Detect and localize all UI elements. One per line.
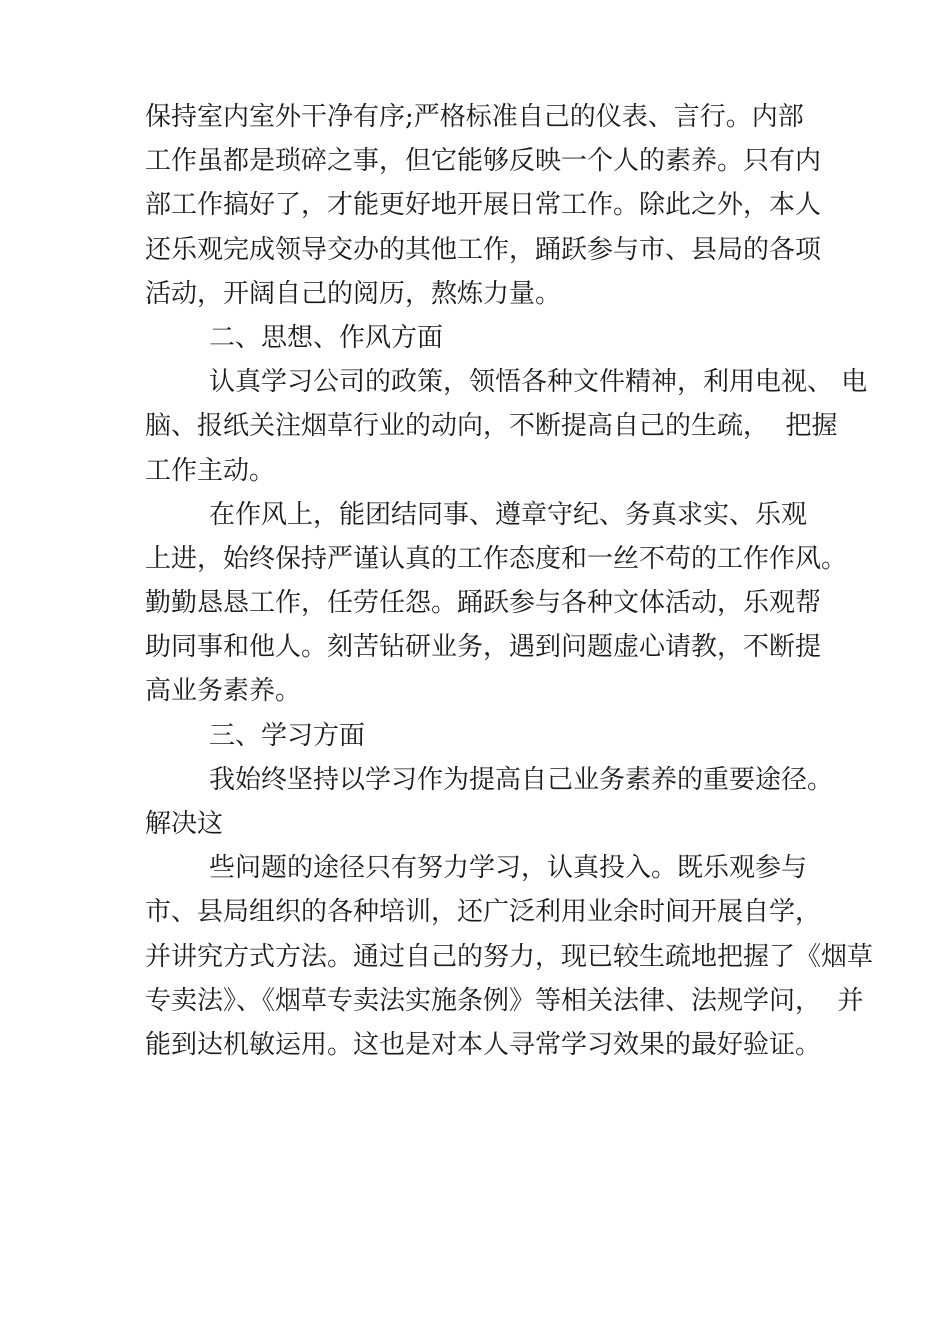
text-line: 高业务素养。 [145, 676, 302, 707]
text-line: 部工作搞好了，才能更好地开展日常工作。除此之外，本人 [145, 190, 822, 221]
text-line: 专卖法》、《烟草专卖法实施条例》等相关法律、法规学问， 并 [145, 985, 864, 1016]
document-body [145, 95, 874, 1067]
text-line: 在作风上，能团结同事、遵章守纪、务真求实、乐观 [209, 499, 808, 530]
section-heading: 二、思想、作风方面 [209, 322, 444, 353]
text-line: 能到达机敏运用。这也是对本人寻常学习效果的最好验证。 [145, 1029, 822, 1060]
text-line: 助同事和他人。刻苦钻研业务，遇到问题虚心请教，不断提 [145, 632, 822, 663]
text-line: 认真学习公司的政策，领悟各种文件精神，利用电视、 电 [209, 367, 868, 398]
text-line: 活动，开阔自己的阅历，熬炼力量。 [145, 278, 562, 309]
text-line: 并讲究方式方法。通过自己的努力，现已较生疏地把握了《烟草 [145, 941, 874, 972]
text-line: 解决这 [145, 809, 224, 839]
text-line: 些问题的途径只有努力学习，认真投入。既乐观参与 [209, 853, 808, 884]
text-line: 市、县局组织的各种培训，还广泛利用业余时间开展自学， [145, 897, 822, 928]
text-line: 上进，始终保持严谨认真的工作态度和一丝不苟的工作作风。 [145, 543, 848, 574]
text-line: 保持室内室外干净有序;严格标准自己的仪表、言行。内部 [145, 102, 804, 132]
text-line: 工作虽都是琐碎之事，但它能够反映一个人的素养。只有内 [145, 146, 822, 177]
text-line: 工作主动。 [145, 455, 276, 486]
section-heading: 三、学习方面 [209, 720, 366, 751]
text-line: 还乐观完成领导交办的其他工作，踊跃参与市、县局的各项 [145, 234, 822, 265]
text-line: 勤勤恳恳工作，任劳任怨。踊跃参与各种文体活动，乐观帮 [145, 588, 822, 619]
text-line: 脑、报纸关注烟草行业的动向，不断提高自己的生疏， 把握 [145, 411, 838, 442]
text-line: 我始终坚持以学习作为提高自己业务素养的重要途径。 [209, 764, 834, 795]
